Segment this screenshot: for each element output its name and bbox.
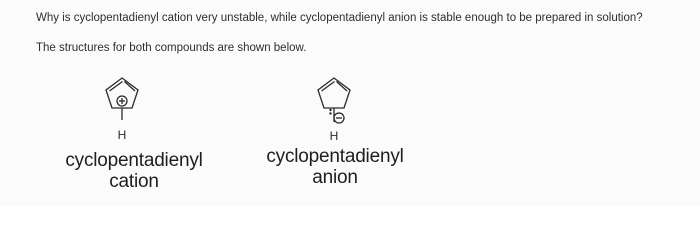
question-subtext: The structures for both compounds are shown below. — [36, 42, 307, 54]
anion-name-line2: anion — [312, 167, 358, 188]
cation-structure — [106, 78, 138, 120]
question-text: Why is cyclopentadienyl cation very unstable, while cyclopentadienyl anion is stable enough to be prepared in solution? — [36, 12, 643, 24]
anion-name-line1: cyclopentadienyl — [266, 146, 404, 167]
cation-hydrogen: H — [117, 128, 127, 142]
cation-name-line1: cyclopentadienyl — [65, 150, 203, 171]
anion-name — [245, 146, 425, 188]
anion-lone-pair — [329, 109, 331, 115]
cation-name-line2: cation — [109, 171, 159, 192]
anion-structure — [318, 78, 350, 123]
anion-hydrogen: H — [329, 129, 339, 143]
cation-name — [44, 150, 224, 192]
